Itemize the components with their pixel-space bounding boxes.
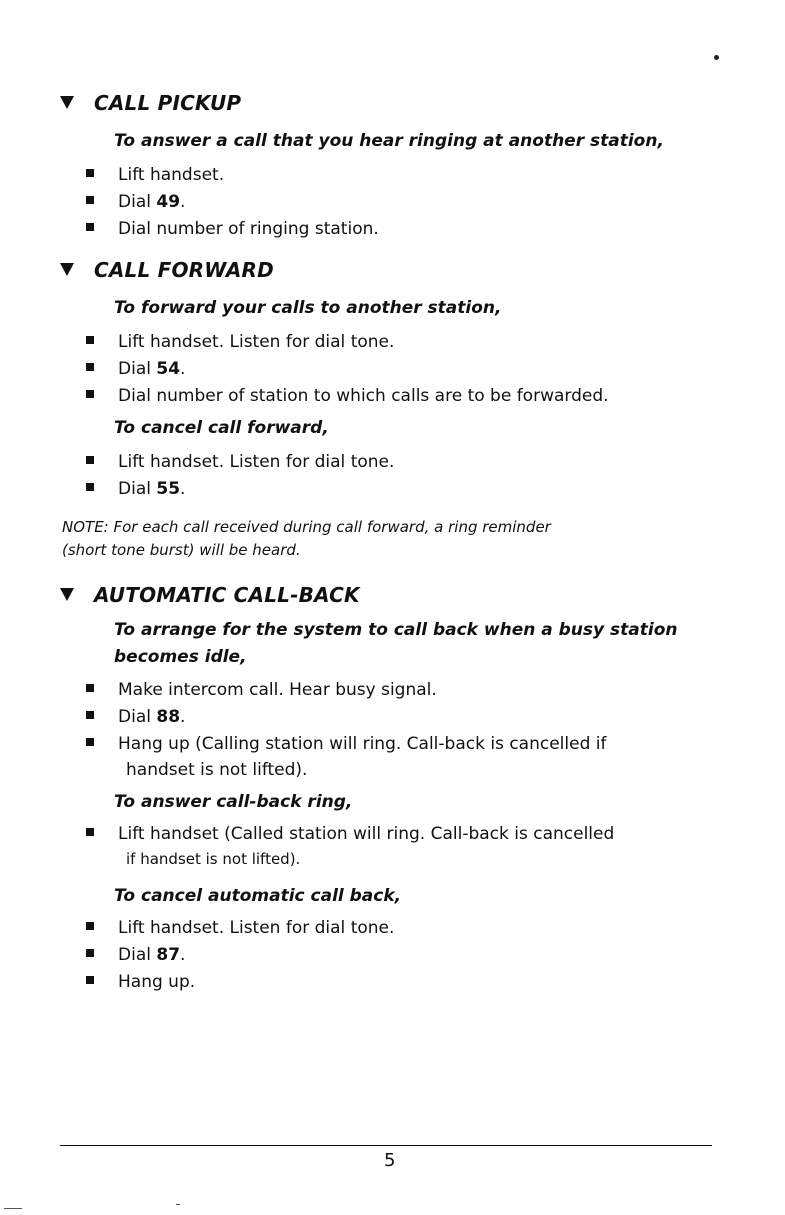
list-item	[86, 972, 195, 992]
square-bullet-icon	[86, 828, 94, 836]
triangle-bullet-icon	[60, 263, 74, 276]
list-item	[86, 680, 437, 700]
step-suffix: .	[180, 192, 186, 212]
square-bullet-icon	[86, 363, 94, 371]
scan-mark	[176, 1204, 180, 1205]
dial-code: 54	[156, 359, 181, 379]
instruction-call-forward: To forward your calls to another station,	[114, 298, 502, 318]
square-bullet-icon	[86, 223, 94, 231]
note-line: (short tone burst) will be heard.	[62, 541, 301, 559]
step-suffix: .	[180, 945, 186, 965]
step-text: Dial	[118, 945, 157, 965]
square-bullet-icon	[86, 976, 94, 984]
heading-text: AUTOMATIC CALL-BACK	[94, 583, 360, 607]
scan-mark	[4, 1208, 22, 1209]
heading-text: CALL PICKUP	[94, 91, 242, 115]
step-text: Lift handset. Listen for dial tone.	[118, 918, 395, 938]
list-item	[86, 192, 185, 212]
step-text: Hang up (Calling station will ring. Call-back is cancelled if	[118, 734, 607, 754]
scan-speck	[714, 55, 719, 60]
step-suffix: .	[180, 707, 186, 727]
step-text: Dial	[118, 707, 157, 727]
list-item	[86, 219, 379, 239]
dial-code: 88	[156, 707, 181, 727]
list-item	[86, 734, 606, 754]
step-text: Make intercom call. Hear busy signal.	[118, 680, 437, 700]
instruction-cancel-call-back: To cancel automatic call back,	[114, 886, 402, 906]
instruction-call-back: To arrange for the system to call back when a busy station	[114, 620, 678, 640]
list-item	[86, 452, 394, 472]
list-item	[86, 386, 609, 406]
step-text: Dial number of station to which calls are to be forwarded.	[118, 386, 609, 406]
square-bullet-icon	[86, 684, 94, 692]
step-text: Lift handset (Called station will ring. Call-back is cancelled	[118, 824, 615, 844]
instruction-call-back-cont: becomes idle,	[114, 647, 247, 667]
list-item	[86, 332, 394, 352]
list-item	[86, 359, 185, 379]
square-bullet-icon	[86, 711, 94, 719]
square-bullet-icon	[86, 949, 94, 957]
instruction-answer-call-back: To answer call-back ring,	[114, 792, 353, 812]
square-bullet-icon	[86, 390, 94, 398]
step-text: Lift handset.	[118, 165, 225, 185]
list-item	[86, 707, 185, 727]
list-item	[86, 479, 185, 499]
step-text: Hang up.	[118, 972, 196, 992]
square-bullet-icon	[86, 196, 94, 204]
step-suffix: .	[180, 479, 186, 499]
page-number: 5	[384, 1150, 396, 1171]
step-continuation: handset is not lifted).	[126, 760, 308, 780]
section-heading-call-forward	[60, 258, 274, 282]
triangle-bullet-icon	[60, 588, 74, 601]
note-line: NOTE: For each call received during call forward, a ring reminder	[62, 518, 551, 536]
square-bullet-icon	[86, 738, 94, 746]
section-heading-call-pickup	[60, 91, 241, 115]
step-suffix: .	[180, 359, 186, 379]
list-item	[86, 918, 394, 938]
step-text: Dial number of ringing station.	[118, 219, 379, 239]
step-text: Lift handset. Listen for dial tone.	[118, 332, 395, 352]
square-bullet-icon	[86, 922, 94, 930]
instruction-call-pickup: To answer a call that you hear ringing at another station,	[114, 131, 664, 151]
dial-code: 87	[156, 945, 181, 965]
footer-rule	[60, 1145, 712, 1146]
square-bullet-icon	[86, 169, 94, 177]
step-text: Lift handset. Listen for dial tone.	[118, 452, 395, 472]
section-heading-automatic-call-back	[60, 583, 360, 607]
heading-text: CALL FORWARD	[94, 258, 274, 282]
instruction-cancel-call-forward: To cancel call forward,	[114, 418, 329, 438]
list-item	[86, 945, 185, 965]
square-bullet-icon	[86, 483, 94, 491]
triangle-bullet-icon	[60, 96, 74, 109]
dial-code: 55	[156, 479, 181, 499]
step-text: Dial	[118, 479, 157, 499]
step-continuation: if handset is not lifted).	[126, 850, 301, 868]
step-text: Dial	[118, 192, 157, 212]
square-bullet-icon	[86, 456, 94, 464]
square-bullet-icon	[86, 336, 94, 344]
list-item	[86, 824, 614, 844]
dial-code: 49	[156, 192, 181, 212]
step-text: Dial	[118, 359, 157, 379]
list-item	[86, 165, 224, 185]
